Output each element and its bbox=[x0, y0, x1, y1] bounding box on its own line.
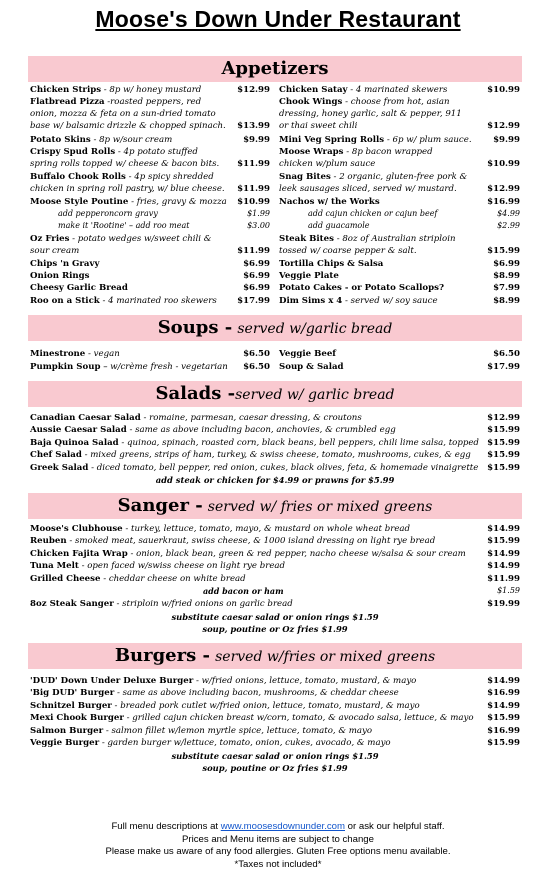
item-price: $14.99 bbox=[487, 524, 520, 534]
item-name: Moose's Clubhouse bbox=[30, 524, 123, 534]
item-price: $4.99 bbox=[497, 209, 520, 218]
menu-item bbox=[279, 295, 438, 307]
item-name: 'DUD' Down Under Deluxe Burger bbox=[30, 676, 194, 686]
item-price: $14.99 bbox=[487, 676, 520, 686]
menu-item bbox=[30, 84, 201, 96]
menu-item bbox=[279, 361, 344, 373]
item-name: Moose Wraps bbox=[279, 147, 344, 157]
item-name: Potato Cakes - or Potato Scallops? bbox=[279, 283, 445, 294]
footer bbox=[0, 821, 556, 871]
item-description: - grilled cajun chicken breast w/corn, tomato, & avocado salsa, lettuce, & mayo bbox=[123, 713, 474, 724]
menu-item bbox=[30, 96, 228, 132]
menu-item bbox=[30, 134, 172, 146]
item-price: $16.99 bbox=[487, 688, 520, 699]
section-subtitle: served w/ garlic bread bbox=[235, 387, 395, 403]
item-price: $3.00 bbox=[247, 221, 270, 231]
item-price: $6.99 bbox=[243, 271, 270, 281]
item-description: - same as above including bacon, anchovies, & crumbled egg bbox=[126, 425, 396, 436]
section-soups bbox=[28, 315, 522, 341]
menu-item bbox=[30, 258, 99, 270]
footer-line-3: Please make us aware of any food allergies. Gluten Free options menu available. bbox=[105, 846, 451, 857]
footer-text: or ask our helpful staff. bbox=[345, 821, 445, 832]
item-name: Aussie Caesar Salad bbox=[30, 425, 127, 436]
item-description: - same as above including bacon, mushrooms, & cheddar cheese bbox=[114, 688, 399, 699]
item-description: - onion, black bean, green & red pepper, nacho cheese w/salsa & sour cream bbox=[127, 548, 466, 559]
item-description: - 6p w/ plum sauce. bbox=[384, 134, 472, 145]
item-price: $7.99 bbox=[493, 283, 520, 294]
item-description: -roasted peppers, red onion, mozza & feta on a sun-dried tomato base w/ balsamic drizzle & chopped spinach. bbox=[30, 97, 226, 132]
menu-item bbox=[30, 348, 120, 360]
item-name: Dim Sims x 4 bbox=[279, 295, 343, 306]
item-name: Chips 'n Gravy bbox=[30, 258, 100, 269]
item-price: $6.99 bbox=[493, 258, 520, 269]
item-description: – w/crème fresh - vegetarian bbox=[100, 362, 228, 372]
item-description: - open faced w/swiss cheese on light rye bread bbox=[78, 561, 286, 572]
menu-item bbox=[279, 171, 469, 195]
menu-item: make it 'Rootine' – add roo meat bbox=[58, 221, 190, 231]
menu-item bbox=[279, 146, 469, 170]
item-description: - 4p potato stuffed spring rolls topped w/ cheese & bacon bits. bbox=[30, 147, 220, 169]
menu-item bbox=[30, 675, 416, 687]
section-sanger bbox=[28, 493, 522, 519]
section-title: Sanger - bbox=[117, 495, 203, 516]
menu-item bbox=[30, 233, 228, 257]
item-name: Tortilla Chips & Salsa bbox=[279, 258, 384, 269]
item-name: Salmon Burger bbox=[30, 725, 104, 736]
item-name: Schnitzel Burger bbox=[30, 700, 112, 711]
item-price: $6.50 bbox=[493, 349, 520, 359]
item-price: $15.99 bbox=[487, 462, 520, 473]
item-name: Roo on a Stick bbox=[30, 295, 100, 306]
item-description: - 8p w/ honey mustard bbox=[101, 85, 202, 95]
menu-item bbox=[279, 258, 383, 270]
menu-item bbox=[30, 725, 372, 737]
item-description: - potato wedges w/sweet chili & sour cream bbox=[30, 233, 212, 256]
item-description: - romaine, parmesan, caesar dressing, & croutons bbox=[140, 413, 362, 423]
item-price: $14.99 bbox=[487, 700, 520, 711]
item-description: - 8p bacon wrapped chicken w/plum sauce bbox=[279, 147, 433, 169]
item-name: Mexi Chook Burger bbox=[30, 713, 124, 724]
item-price: $11.99 bbox=[237, 159, 270, 169]
item-description: - 8oz of Australian striploin tossed w/ coarse pepper & salt. bbox=[279, 233, 456, 256]
item-price: $6.99 bbox=[243, 283, 270, 294]
menu-item bbox=[30, 282, 128, 294]
burger-substitute-note-2: soup, poutine or Oz fries $1.99 bbox=[202, 763, 348, 773]
item-name: Baja Quinoa Salad bbox=[30, 437, 119, 448]
section-burgers bbox=[28, 643, 522, 669]
item-name: Onion Rings bbox=[30, 271, 90, 281]
item-price: $16.99 bbox=[487, 725, 520, 736]
item-name: Potato Skins bbox=[30, 134, 91, 145]
item-name: Veggie Burger bbox=[30, 738, 100, 748]
menu-item bbox=[30, 560, 285, 572]
item-price: $1.99 bbox=[247, 209, 270, 218]
menu-item bbox=[30, 412, 362, 424]
restaurant-title: Moose's Down Under Restaurant bbox=[95, 6, 461, 32]
item-price: $14.99 bbox=[487, 548, 520, 559]
item-name: Steak Bites bbox=[279, 233, 334, 244]
item-name: Veggie Plate bbox=[279, 271, 339, 281]
section-subtitle: served w/garlic bread bbox=[237, 321, 393, 337]
item-name: Minestrone bbox=[30, 349, 86, 359]
item-price: $15.99 bbox=[487, 437, 520, 448]
item-description: - quinoa, spinach, roasted corn, black beans, bell peppers, chili lime salsa, topped bbox=[118, 437, 479, 448]
item-description: - turkey, lettuce, tomato, mayo, & mustard on whole wheat bread bbox=[122, 524, 411, 534]
item-description: - served w/ soy sauce bbox=[342, 295, 438, 306]
item-name: Canadian Caesar Salad bbox=[30, 413, 141, 423]
sanger-addon-label: add bacon or ham bbox=[203, 586, 284, 596]
item-price: $15.99 bbox=[487, 245, 520, 256]
item-price: $2.99 bbox=[497, 221, 520, 231]
menu-item: add pepperoncorn gravy bbox=[58, 209, 158, 218]
menu-item bbox=[279, 282, 444, 294]
footer-line-2: Prices and Menu items are subject to change bbox=[182, 833, 374, 845]
item-description: - choose from hot, asian dressing, honey garlic, salt & pepper, 911 or thai sweet chili bbox=[279, 97, 462, 132]
item-name: Reuben bbox=[30, 536, 67, 547]
item-description: - 2 organic, gluten-free pork & leek sausages sliced, served w/ mustard. bbox=[279, 171, 468, 194]
menu-item bbox=[279, 134, 472, 146]
footer-line-4: *Taxes not included* bbox=[234, 858, 322, 870]
website-link[interactable]: www.moosesdownunder.com bbox=[220, 821, 345, 832]
item-name: Nachos w/ the Works bbox=[279, 196, 380, 207]
item-name: Flatbread Pizza bbox=[30, 97, 105, 108]
menu-item bbox=[30, 361, 228, 373]
menu-item bbox=[30, 437, 479, 449]
item-name: 8oz Steak Sanger bbox=[30, 599, 114, 609]
sanger-substitute-note: substitute caesar salad or onion rings $1.59 bbox=[171, 612, 379, 622]
item-price: $10.99 bbox=[487, 159, 520, 169]
item-price: $17.99 bbox=[237, 295, 270, 306]
item-price: $9.99 bbox=[243, 134, 270, 145]
menu-item bbox=[30, 146, 228, 170]
menu-item bbox=[30, 449, 471, 461]
menu-item bbox=[30, 424, 396, 436]
item-price: $15.99 bbox=[487, 450, 520, 461]
menu-item bbox=[279, 196, 380, 208]
item-name: Soup & Salad bbox=[279, 362, 344, 372]
item-price: $6.50 bbox=[243, 349, 270, 359]
item-name: 'Big DUD' Burger bbox=[30, 688, 115, 699]
item-price: $10.99 bbox=[237, 196, 270, 207]
item-description: - salmon fillet w/lemon myrtle spice, lettuce, tomato, & mayo bbox=[103, 725, 373, 736]
sanger-addon-price: $1.59 bbox=[497, 586, 520, 595]
item-name: Moose Style Poutine bbox=[30, 196, 129, 207]
item-price: $15.99 bbox=[487, 738, 520, 748]
item-description: - striploin w/fried onions on garlic bread bbox=[113, 599, 293, 609]
item-price: $15.99 bbox=[487, 425, 520, 436]
menu-item bbox=[30, 687, 399, 699]
item-price: $13.99 bbox=[237, 121, 270, 132]
item-price: $17.99 bbox=[487, 362, 520, 372]
menu-item bbox=[30, 535, 435, 547]
item-price: $11.99 bbox=[237, 183, 270, 194]
item-description: - 4 marinated roo skewers bbox=[99, 295, 217, 306]
item-price: $12.99 bbox=[237, 85, 270, 95]
item-name: Grilled Cheese bbox=[30, 573, 101, 584]
section-title: Soups - bbox=[157, 317, 233, 338]
menu-item bbox=[279, 96, 469, 132]
menu-item bbox=[279, 84, 447, 96]
item-price: $16.99 bbox=[487, 196, 520, 207]
menu-item: add cajun chicken or cajun beef bbox=[308, 209, 438, 218]
menu-item bbox=[30, 573, 246, 585]
section-subtitle: served w/fries or mixed greens bbox=[215, 649, 436, 665]
item-price: $11.99 bbox=[237, 245, 270, 256]
section-salads bbox=[28, 381, 522, 407]
item-description: - vegan bbox=[85, 349, 120, 359]
menu-item bbox=[30, 171, 228, 195]
menu-item bbox=[30, 712, 474, 724]
item-price: $12.99 bbox=[487, 121, 520, 132]
section-title: Salads - bbox=[155, 383, 236, 404]
item-name: Snag Bites bbox=[279, 171, 331, 182]
menu-item bbox=[30, 700, 420, 712]
item-description: - 4 marinated skewers bbox=[347, 85, 448, 95]
item-description: - fries, gravy & mozza bbox=[128, 196, 227, 207]
menu-item bbox=[30, 523, 410, 535]
item-description: - smoked meat, sauerkraut, swiss cheese, & 1000 island dressing on light rye bread bbox=[66, 536, 436, 547]
item-description: - mixed greens, strips of ham, turkey, & swiss cheese, tomato, mushrooms, cukes, & egg bbox=[81, 450, 471, 461]
item-name: Chook Wings bbox=[279, 97, 343, 108]
item-name: Chicken Fajita Wrap bbox=[30, 548, 128, 559]
menu-item bbox=[279, 233, 469, 257]
item-name: Tuna Melt bbox=[30, 561, 79, 572]
item-price: $15.99 bbox=[487, 536, 520, 547]
item-price: $15.99 bbox=[487, 713, 520, 724]
item-name: Crispy Spud Rolls bbox=[30, 147, 116, 157]
item-price: $10.99 bbox=[487, 85, 520, 95]
menu-item bbox=[30, 737, 391, 749]
item-name: Pumpkin Soup bbox=[30, 362, 101, 372]
item-price: $14.99 bbox=[487, 561, 520, 572]
section-title: Appetizers bbox=[221, 58, 329, 79]
item-price: $8.99 bbox=[493, 295, 520, 306]
menu-item bbox=[279, 348, 336, 360]
menu-item bbox=[279, 270, 339, 282]
menu-item bbox=[30, 270, 89, 282]
item-description: - w/fried onions, lettuce, tomato, mustard, & mayo bbox=[193, 676, 417, 686]
sanger-substitute-note-2: soup, poutine or Oz fries $1.99 bbox=[202, 624, 348, 634]
item-name: Chef Salad bbox=[30, 450, 82, 461]
section-title: Burgers - bbox=[114, 645, 210, 666]
item-price: $8.99 bbox=[493, 271, 520, 281]
item-description: - garden burger w/lettuce, tomato, onion, cukes, avocado, & mayo bbox=[99, 738, 391, 748]
item-description: - cheddar cheese on white bread bbox=[100, 573, 246, 584]
footer-text: Full menu descriptions at bbox=[111, 821, 221, 832]
item-price: $12.99 bbox=[487, 413, 520, 423]
menu-item bbox=[30, 548, 466, 560]
item-description: - diced tomato, bell pepper, red onion, cukes, black olives, feta, & homemade vinaigrette bbox=[88, 462, 479, 473]
menu-item bbox=[30, 196, 227, 208]
item-price: $6.50 bbox=[243, 362, 270, 372]
item-name: Veggie Beef bbox=[279, 349, 336, 359]
menu-item: add guacamole bbox=[308, 221, 370, 231]
item-name: Greek Salad bbox=[30, 462, 89, 473]
item-name: Chicken Strips bbox=[30, 85, 102, 95]
footer-line-1 bbox=[0, 821, 556, 834]
item-name: Mini Veg Spring Rolls bbox=[279, 134, 385, 145]
section-appetizers bbox=[28, 56, 522, 82]
menu-item bbox=[30, 295, 217, 307]
menu-item-steak-sanger bbox=[30, 598, 293, 610]
item-price: $9.99 bbox=[493, 134, 520, 145]
item-name: Cheesy Garlic Bread bbox=[30, 283, 128, 294]
item-price: $19.99 bbox=[487, 599, 520, 609]
item-name: Chicken Satay bbox=[279, 85, 348, 95]
item-name: Oz Fries bbox=[30, 233, 70, 244]
salads-addon-note: add steak or chicken for $4.99 or prawns for $5.99 bbox=[155, 475, 395, 485]
section-subtitle: served w/ fries or mixed greens bbox=[207, 499, 433, 515]
item-price: $6.99 bbox=[243, 258, 270, 269]
item-description: - 4p spicy shredded chicken in spring roll pastry, w/ blue cheese. bbox=[30, 171, 225, 194]
burger-substitute-note: substitute caesar salad or onion rings $1.59 bbox=[171, 751, 379, 761]
item-price: $12.99 bbox=[487, 183, 520, 194]
item-description: - 8p w/sour cream bbox=[90, 134, 173, 145]
item-price: $11.99 bbox=[487, 573, 520, 584]
item-description: - breaded pork cutlet w/fried onion, lettuce, tomato, mustard, & mayo bbox=[111, 700, 420, 711]
menu-item bbox=[30, 462, 478, 474]
item-name: Buffalo Chook Rolls bbox=[30, 171, 126, 182]
